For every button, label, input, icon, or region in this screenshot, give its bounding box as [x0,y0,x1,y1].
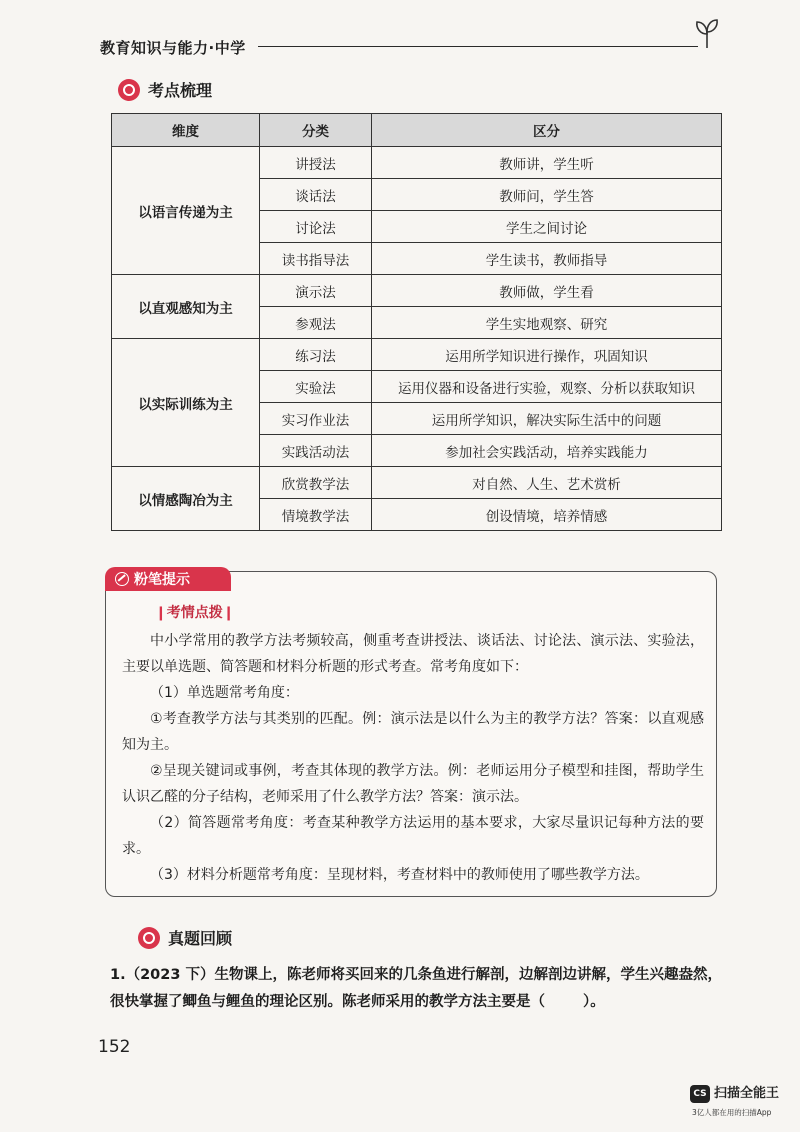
table-row [112,147,722,179]
category-cell: 讲授法 [260,147,372,179]
table-row [112,275,722,307]
tip-tab [105,567,231,591]
distinction-cell: 运用仪器和设备进行实验，观察、分析以获取知识 [372,371,722,403]
table-header-row [112,114,722,147]
section-badge-icon [138,927,160,949]
tip-paragraph: ①考查教学方法与其类别的匹配。例：演示法是以什么为主的教学方法？答案：以直观感知为主。 [122,711,704,753]
distinction-cell: 对自然、人生、艺术赏析 [372,467,722,499]
category-cell: 实践活动法 [260,435,372,467]
tip-paragraph: 中小学常用的教学方法考频较高，侧重考查讲授法、谈话法、讨论法、演示法、实验法，主要以单选题、简答题和材料分析题的形式考查。常考角度如下： [122,633,704,675]
pencil-badge-icon [115,572,129,586]
dimension-cell: 以直观感知为主 [112,275,260,339]
scanner-watermark [690,1085,794,1125]
section-badge-icon [118,79,140,101]
question-close: ）。 [583,994,605,1010]
category-cell: 谈话法 [260,179,372,211]
dimension-cell: 以语言传递为主 [112,147,260,275]
category-cell: 实验法 [260,371,372,403]
tip-subheading-text: 考情点拨 [166,605,223,621]
watermark-name: 扫描全能王 [714,1086,780,1101]
distinction-cell: 教师问，学生答 [372,179,722,211]
category-cell: 讨论法 [260,211,372,243]
header-rule [258,46,698,47]
column-header: 分类 [260,114,372,147]
distinction-cell: 教师讲，学生听 [372,147,722,179]
category-cell: 欣赏教学法 [260,467,372,499]
sprout-icon [690,16,724,50]
table-row [112,339,722,371]
category-cell: 读书指导法 [260,243,372,275]
distinction-cell: 教师做，学生看 [372,275,722,307]
distinction-cell: 运用所学知识进行操作，巩固知识 [372,339,722,371]
tip-subheading: ❙考情点拨❙ [155,605,235,621]
section-heading-key-points [118,78,212,101]
section-heading-text: 真题回顾 [168,929,233,948]
tip-paragraph: （1）单选题常考角度： [150,685,299,701]
category-cell: 练习法 [260,339,372,371]
distinction-cell: 学生之间讨论 [372,211,722,243]
running-header: 教育知识与能力·中学 [100,39,246,57]
table-row [112,467,722,499]
category-cell: 演示法 [260,275,372,307]
exam-question [110,962,722,1016]
category-cell: 实习作业法 [260,403,372,435]
dimension-cell: 以实际训练为主 [112,339,260,467]
distinction-cell: 参加社会实践活动，培养实践能力 [372,435,722,467]
tip-paragraph: （3）材料分析题常考角度：呈现材料，考查材料中的教师使用了哪些教学方法。 [150,867,649,883]
dimension-cell: 以情感陶冶为主 [112,467,260,531]
distinction-cell: 运用所学知识，解决实际生活中的问题 [372,403,722,435]
distinction-cell: 学生读书，教师指导 [372,243,722,275]
camscanner-logo-icon: CS [690,1085,710,1103]
distinction-cell: 创设情境，培养情感 [372,499,722,531]
tip-body [122,628,704,888]
category-cell: 情境教学法 [260,499,372,531]
question-text: 1.（2023 下）生物课上，陈老师将买回来的几条鱼进行解剖，边解剖边讲解，学生兴趣盎然，很快掌握了鲫鱼与鲤鱼的理论区别。陈老师采用的教学方法主要是（ [110,967,722,1010]
category-cell: 参观法 [260,307,372,339]
section-heading-text: 考点梳理 [148,81,213,100]
distinction-cell: 学生实地观察、研究 [372,307,722,339]
tip-paragraph: （2）简答题常考角度：考查某种教学方法运用的基本要求，大家尽量识记每种方法的要求。 [122,815,704,857]
watermark-subtitle: 3亿人都在用的扫描App [692,1108,772,1117]
teaching-methods-table [111,113,721,531]
column-header: 维度 [112,114,260,147]
section-heading-past-exams [138,926,232,949]
page-number: 152 [98,1037,131,1057]
column-header: 区分 [372,114,722,147]
tip-paragraph: ②呈现关键词或事例，考查其体现的教学方法。例：老师运用分子模型和挂图，帮助学生认识乙醛的分子结构，老师采用了什么教学方法？答案：演示法。 [122,763,704,805]
tip-tab-label: 粉笔提示 [134,572,190,588]
